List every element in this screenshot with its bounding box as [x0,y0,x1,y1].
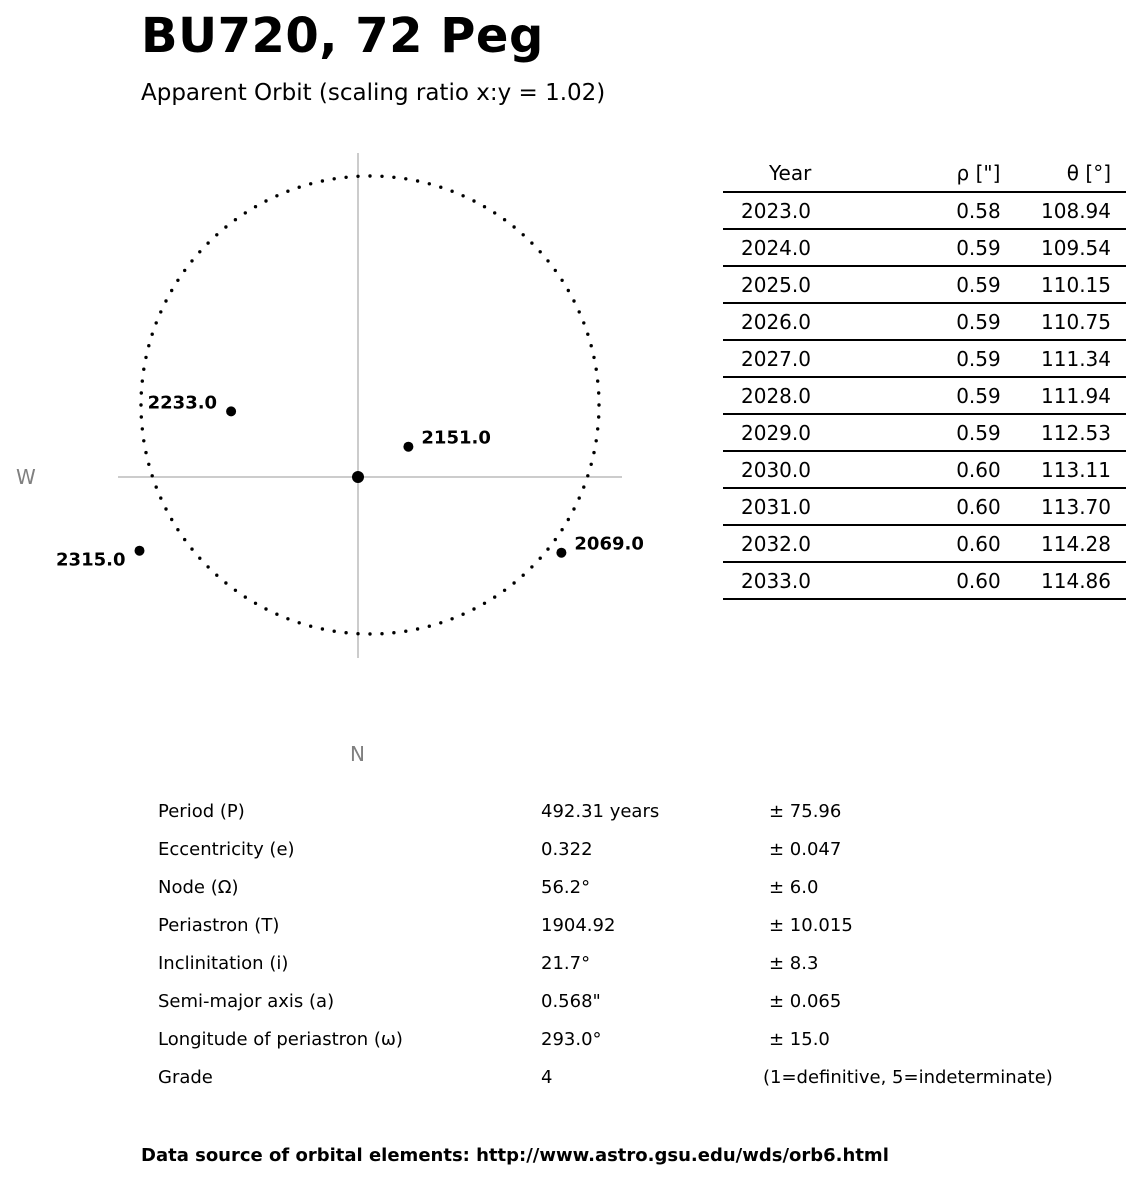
orbit-dot [144,451,147,454]
orbit-dot [141,427,144,430]
orbit-dot [244,211,247,214]
ephemeris-header-row [723,155,1126,192]
epoch-point [226,406,236,416]
cell-theta: 113.11 [1041,451,1126,488]
cell-year: 2029.0 [723,414,886,451]
orbit-dot [483,205,486,208]
orbit-dot [215,574,218,577]
cell-year: 2031.0 [723,488,886,525]
orbit-dot [198,557,201,560]
element-error: ± 0.065 [769,991,842,1012]
orbit-dot [582,485,585,488]
orbit-dot [595,439,598,442]
orbit-dot [503,218,506,221]
orbit-dot [522,574,525,577]
orbit-dot [159,496,162,499]
table-row [723,488,1126,525]
orbit-dot [215,233,218,236]
cell-theta: 108.94 [1041,192,1126,229]
orbit-dot [309,625,312,628]
orbit-dot [450,190,453,193]
orbit-dot [546,259,549,262]
orbit-dot [264,607,267,610]
orbit-dot [512,225,515,228]
orbit-dot [380,632,383,635]
primary-star [352,471,364,483]
orbit-dot [450,617,453,620]
orbit-dot [461,613,464,616]
cell-year: 2026.0 [723,303,886,340]
orbit-dot [512,581,515,584]
orbit-dot [483,602,486,605]
orbit-dot [356,632,359,635]
cell-theta: 111.94 [1041,377,1126,414]
orbit-dot [206,565,209,568]
orbit-dot [144,356,147,359]
orbit-dot [183,269,186,272]
cell-year: 2030.0 [723,451,886,488]
cell-year: 2033.0 [723,562,886,599]
orbit-dot [392,631,395,634]
table-row [723,229,1126,266]
orbit-dot [428,182,431,185]
orbit-dot [560,528,563,531]
cell-rho: 0.58 [886,192,1041,229]
orbit-dot [572,299,575,302]
cell-theta: 111.34 [1041,340,1126,377]
orbit-dot [597,391,600,394]
orbit-dot [592,356,595,359]
orbit-dot [333,177,336,180]
element-error: ± 0.047 [769,839,842,860]
orbit-dot [333,630,336,633]
header-year: Year [723,155,886,192]
orbit-dot [439,186,442,189]
orbit-dot [264,199,267,202]
orbit-dot [164,299,167,302]
cell-rho: 0.60 [886,488,1041,525]
element-name: Semi-major axis (a) [158,991,335,1012]
table-row [723,303,1126,340]
orbit-dot [546,547,549,550]
cell-theta: 110.75 [1041,303,1126,340]
orbit-dot [224,581,227,584]
orbit-dot [586,474,589,477]
cell-rho: 0.59 [886,229,1041,266]
cell-theta: 114.28 [1041,525,1126,562]
chart-title: BU720, 72 Peg [141,8,544,64]
orbit-dot [176,279,179,282]
element-value: 492.31 years [541,801,660,822]
element-error: ± 6.0 [769,877,819,898]
orbit-dot [380,175,383,178]
labelled-points [56,392,666,780]
element-name: Eccentricity (e) [158,839,295,860]
element-value: 0.568" [541,991,601,1012]
orbit-dot [522,233,525,236]
cell-theta: 110.15 [1041,266,1126,303]
orbit-dot [356,175,359,178]
cell-year: 2028.0 [723,377,886,414]
cell-year: 2024.0 [723,229,886,266]
cell-year: 2032.0 [723,525,886,562]
orbit-dot [275,194,278,197]
orbit-dot [164,507,167,510]
table-row [723,414,1126,451]
orbit-dot [254,602,257,605]
orbit-dot [592,451,595,454]
orbit-dot [493,595,496,598]
orbit-dot [151,474,154,477]
orbit-dot [428,625,431,628]
north-label: N [350,742,365,766]
orbit-dot [368,174,371,177]
element-name: Grade [158,1067,213,1088]
orbit-dot [147,344,150,347]
orbit-dot [176,528,179,531]
table-row [723,266,1126,303]
epoch-point [135,546,145,556]
element-name: Longitude of periastron (ω) [158,1029,403,1050]
orbit-dot [321,179,324,182]
orbit-dot [590,344,593,347]
orbit-dot [344,631,347,634]
orbit-dot [155,485,158,488]
element-name: Node (Ω) [158,877,239,898]
cell-rho: 0.59 [886,340,1041,377]
cell-rho: 0.59 [886,303,1041,340]
orbit-dot [595,368,598,371]
orbit-dot [309,182,312,185]
orbit-dot [493,211,496,214]
data-source-note: Data source of orbital elements: http://www.astro.gsu.edu/wds/orb6.html [141,1145,889,1166]
cell-year: 2027.0 [723,340,886,377]
chart-subtitle: Apparent Orbit (scaling ratio x:y = 1.02) [141,80,606,106]
orbit-dot [596,379,599,382]
orbit-dot [539,557,542,560]
element-value: 293.0° [541,1029,602,1050]
table-row [723,192,1126,229]
element-error: ± 15.0 [769,1029,830,1050]
orbit-dot [142,368,145,371]
orbit-dot [224,225,227,228]
orbit-dot [392,176,395,179]
epoch-point [556,548,566,558]
element-error: (1=definitive, 5=indeterminate) [763,1067,1053,1088]
element-name: Periastron (T) [158,915,280,936]
cell-theta: 113.70 [1041,488,1126,525]
orbit-dot [554,538,557,541]
orbit-dot [206,241,209,244]
table-row [723,377,1126,414]
cell-rho: 0.59 [886,414,1041,451]
orbit-dot [141,379,144,382]
orbit-dot [404,630,407,633]
element-name: Period (P) [158,801,245,822]
orbit-dot [190,259,193,262]
orbit-dot [590,463,593,466]
element-error: ± 75.96 [769,801,842,822]
orbit-dot [578,310,581,313]
orbit-dot [321,627,324,630]
orbit-dot [596,427,599,430]
orbit-dot [286,617,289,620]
table-row [723,340,1126,377]
ephemeris-table [723,155,1126,600]
orbit-dot [554,269,557,272]
orbit-dot [139,403,142,406]
table-row [723,525,1126,562]
element-value: 56.2° [541,877,591,898]
orbit-dot [142,439,145,442]
orbit-dot [254,205,257,208]
orbit-dot [567,518,570,521]
element-value: 0.322 [541,839,593,860]
orbit-dot [416,627,419,630]
orbit-dot [472,607,475,610]
cell-rho: 0.60 [886,525,1041,562]
orbit-dot [404,177,407,180]
cell-rho: 0.59 [886,377,1041,414]
orbit-dot [234,218,237,221]
orbit-dot [472,199,475,202]
orbit-dot [151,333,154,336]
orbit-dot [461,194,464,197]
cell-theta: 112.53 [1041,414,1126,451]
orbit-dot [503,589,506,592]
orbit-dot [416,179,419,182]
orbit-dot [234,589,237,592]
orbit-dot [198,250,201,253]
orbit-dot [147,463,150,466]
cell-rho: 0.60 [886,562,1041,599]
orbit-dot [286,190,289,193]
orbit-dot [439,621,442,624]
epoch-point [403,442,413,452]
epoch-label: 2151.0 [421,427,491,449]
orbit-dot [567,289,570,292]
orbit-dot [190,547,193,550]
orbit-dot [530,565,533,568]
orbit-dot [170,518,173,521]
orbit-dot [586,333,589,336]
header-theta: θ [°] [1041,155,1126,192]
cell-rho: 0.59 [886,266,1041,303]
orbit-dot [572,507,575,510]
element-value: 4 [541,1067,553,1088]
orbit-dot [170,289,173,292]
cell-theta: 109.54 [1041,229,1126,266]
west-label: W [16,465,36,489]
orbit-dot [275,613,278,616]
table-row [723,451,1126,488]
header-rho: ρ ["] [886,155,1041,192]
element-value: 1904.92 [541,915,616,936]
table-row [723,562,1126,599]
orbit-dot [183,538,186,541]
orbit-dot [597,415,600,418]
orbit-plot [0,140,700,780]
cell-theta: 114.86 [1041,562,1126,599]
element-value: 21.7° [541,953,591,974]
orbit-dot [155,321,158,324]
element-name: Inclinitation (i) [158,953,289,974]
orbit-dot [244,595,247,598]
cell-year: 2023.0 [723,192,886,229]
epoch-label: 2315.0 [56,549,126,571]
orbit-dot [368,632,371,635]
orbit-dot [582,321,585,324]
orbit-dot [597,403,600,406]
epoch-label: 2233.0 [147,392,218,414]
orbit-dot [560,279,563,282]
orbit-dot [578,496,581,499]
orbit-dot [140,415,143,418]
cell-year: 2025.0 [723,266,886,303]
orbit-dot [298,621,301,624]
orbit-dot [159,310,162,313]
epoch-label: 2069.0 [574,533,644,555]
element-error: ± 8.3 [769,953,819,974]
orbit-dot [140,391,143,394]
orbit-dot [298,186,301,189]
orbit-dot [530,241,533,244]
element-error: ± 10.015 [769,915,853,936]
orbit-dot [344,176,347,179]
orbit-dot [539,250,542,253]
cell-rho: 0.60 [886,451,1041,488]
